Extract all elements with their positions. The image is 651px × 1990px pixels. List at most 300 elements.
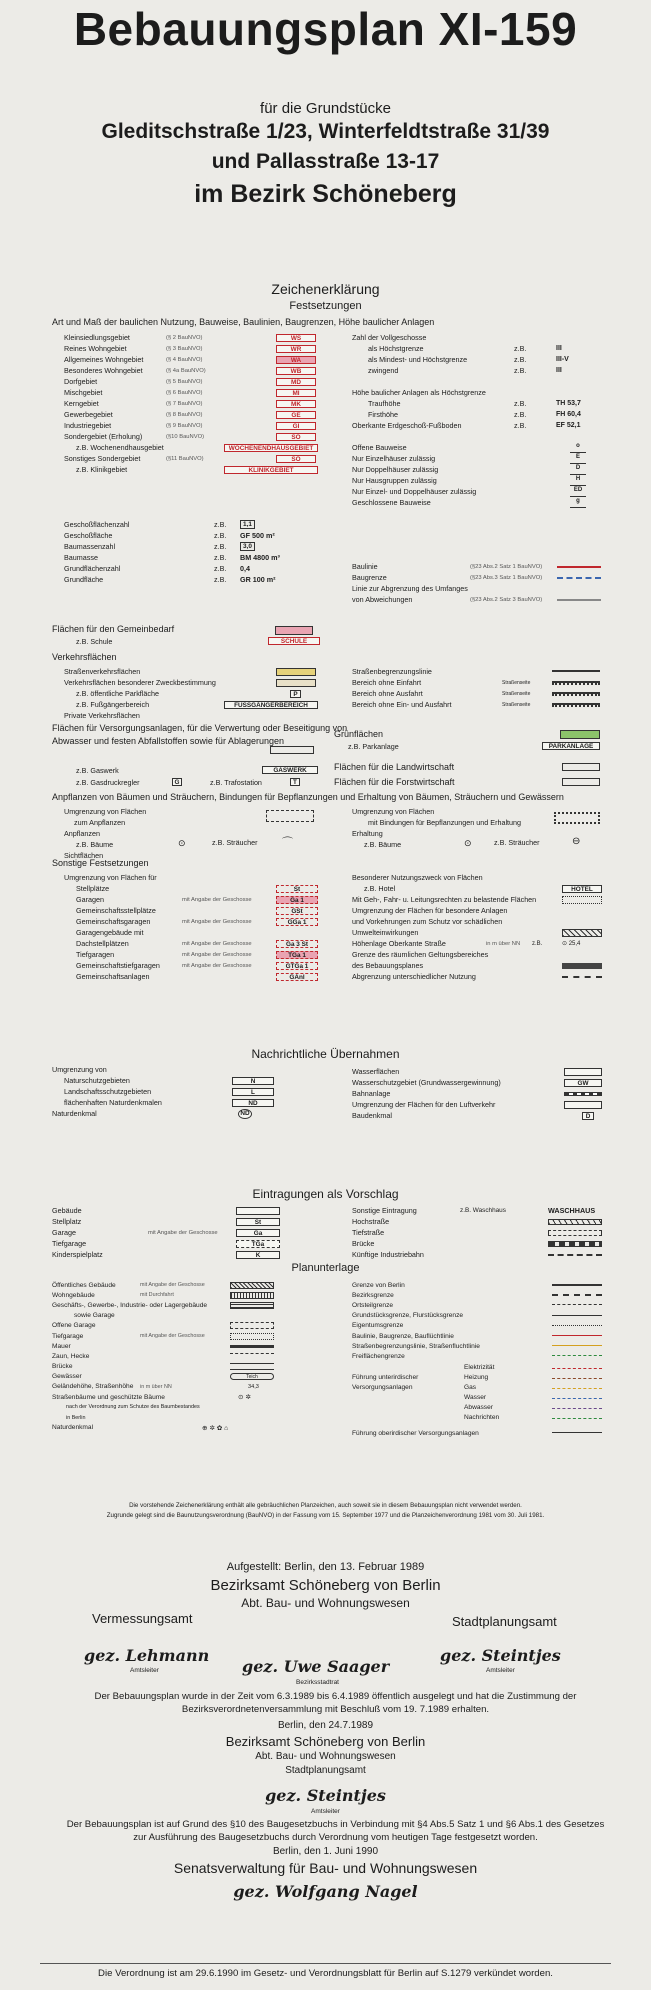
geschoss-symbol: III-V: [556, 356, 569, 363]
vorschlag-left-symbol: TGa: [236, 1240, 280, 1248]
landwirtschaft-label: Flächen für die Landwirtschaft: [334, 762, 455, 772]
dichte-value: BM 4800 m³: [240, 553, 280, 562]
geschoss-row: [352, 420, 602, 431]
nachricht-left-symbol: ND: [232, 1099, 274, 1107]
plan-left-label: Mauer: [52, 1342, 71, 1350]
sonstige-row: [64, 960, 324, 971]
verkehr-right-label: Bereich ohne Einfahrt: [352, 678, 422, 687]
plan-left-row: [52, 1392, 342, 1402]
nachricht-left: [52, 1064, 332, 1119]
vorschlag-left-row: [52, 1249, 332, 1260]
vorschlag-right-label: Brücke: [352, 1239, 375, 1248]
gaswerk-label: z.B. Gaswerk: [76, 766, 119, 775]
dichte-row: [64, 541, 324, 552]
geschoss-label: Nur Doppelhäuser zulässig: [352, 465, 439, 474]
abt-line: Abt. Bau- und Wohnungswesen: [241, 1596, 410, 1610]
role-4: Amtsleiter: [311, 1808, 340, 1815]
nachricht-right-label: Baudenkmal: [352, 1111, 392, 1120]
linie-row: [352, 594, 602, 605]
verkehr-row: [64, 677, 324, 688]
aufgestellt-line: Aufgestellt: Berlin, den 13. Februar 1989: [226, 1561, 425, 1573]
geschoss-label: Nur Einzel- und Doppelhäuser zulässig: [352, 487, 477, 496]
plan-right-label: Grundstücksgrenze, Flurstücksgrenze: [352, 1312, 464, 1320]
plan-left-symbol: [230, 1353, 274, 1360]
leitungen-block: [352, 1364, 602, 1424]
leitung-row: [352, 1384, 602, 1394]
parkanlage-label: z.B. Parkanlage: [348, 742, 399, 751]
sonstige-symbol: GAnl: [276, 973, 318, 981]
plan-right-row: [352, 1280, 602, 1290]
sonstige-right-row: [352, 949, 602, 960]
plan-left-symbol: [230, 1363, 274, 1370]
verkehr-label: Private Verkehrsflächen: [64, 711, 140, 720]
geschoss-row: [352, 365, 602, 376]
geschoss-label: Firsthöhe: [368, 410, 398, 419]
plan-left-label: Wohngebäude: [52, 1291, 95, 1299]
plan-left-label: Zaun, Hecke: [52, 1352, 90, 1360]
geschoss-zb: z.B.: [514, 344, 527, 353]
nachricht-right-row: [352, 1110, 602, 1121]
landwirtschaft-symbol: [562, 763, 600, 771]
anpflanzen-symbol: [266, 810, 314, 822]
geschoss-symbol: H: [570, 476, 586, 486]
sonstige-right-row: [352, 894, 602, 905]
sonstige-right-label: des Bebauungsplanes: [352, 961, 424, 970]
sonstige-label: Dachstellplätzen: [76, 939, 129, 948]
signature-steintjes-2: gez. Steintjes: [265, 1786, 386, 1805]
footnote-2: Zugrunde gelegt sind die Baunutzungsverordnung (BauNVO) in der Fassung vom 15. September 1977 und die Planzeichenverordnung 1981 vom 30. Juli 1981.: [106, 1512, 545, 1519]
parkanlage-symbol: PARKANLAGE: [542, 742, 600, 750]
dichte-label: Baumasse: [64, 553, 98, 562]
baugebiet-label: z.B. Klinikgebiet: [76, 465, 128, 474]
geschoss-zb: z.B.: [514, 410, 527, 419]
sonstige-right-label: Grenze des räumlichen Geltungsbereiches: [352, 950, 489, 959]
plan-right-row: [352, 1311, 602, 1321]
plan-right-label: Ortsteilgrenze: [352, 1301, 394, 1309]
linie-symbol: [557, 577, 601, 579]
sonstige-label: Tiefgaragen: [76, 950, 115, 959]
festsetzung-paragraph: Der Bebauungsplan ist auf Grund des §10 des Baugesetzbuchs in Verbindung mit §4 Abs.5 Satz 1 und §6 Abs.1 des Gesetzes zur Ausführung des Baugesetzbuchs durch Verordnung vom heutigen Tage festgesetzt worden.: [66, 1819, 605, 1843]
plan-right-row: [352, 1321, 602, 1331]
geschoss-zb: z.B.: [514, 355, 527, 364]
plan-right-label: Grenze von Berlin: [352, 1281, 405, 1289]
stadtplanungsamt-label: Stadtplanungsamt: [452, 1614, 557, 1629]
plan-right-label: Eigentumsgrenze: [352, 1322, 404, 1330]
geh-fahr-symbol: [562, 896, 602, 904]
sonstige-label: Garagengebäude mit: [76, 928, 144, 937]
verkehr-label: Straßenverkehrsflächen: [64, 667, 141, 676]
oberirdisch-row: [352, 1428, 602, 1439]
baugebiet-ref: (§11 BauNVO): [166, 455, 204, 462]
plan-left-symbol: [230, 1292, 274, 1299]
gruen-symbol: [560, 730, 600, 739]
planunterlage-left: [52, 1280, 342, 1433]
baugebiet-label: Dorfgebiet: [64, 377, 98, 386]
plan-right-line: [552, 1325, 602, 1326]
oberirdisch-label: Führung oberirdischer Versorgungsanlagen: [352, 1429, 479, 1437]
verkehr-right-list: [352, 666, 602, 710]
dichte-zb: z.B.: [214, 531, 227, 540]
leit-label-1: Führung unterirdischer: [352, 1373, 419, 1381]
trafo-label: z.B. Trafostation: [210, 778, 262, 787]
vorschlag-left-symbol: [236, 1207, 280, 1215]
baugebiet-symbol: KLINIKGEBIET: [224, 466, 318, 474]
vorschlag-left-symbol: Ga: [236, 1229, 280, 1237]
vorschlag-heading: Eintragungen als Vorschlag: [252, 1187, 399, 1201]
geschoss-symbol: D: [570, 465, 586, 475]
sonstige-right-label: Mit Geh-, Fahr- u. Leitungsrechten zu belastende Flächen: [352, 895, 537, 904]
anpfl-r4: z.B. Sträucher: [494, 838, 540, 847]
plan-left-label: nach der Verordnung zum Schutze des Baumbestandes: [66, 1404, 200, 1411]
nachricht-left-label: Landschaftsschutzgebieten: [64, 1087, 152, 1096]
dichte-zb: z.B.: [214, 520, 227, 529]
nachricht-right-row: [352, 1088, 602, 1099]
vorschlag-left-label: Tiefgarage: [52, 1239, 87, 1248]
nachricht-right-label: Wasserflächen: [352, 1067, 400, 1076]
sonstige-right-row: [352, 872, 602, 883]
sonstige-list: [64, 872, 324, 982]
vorschlag-right-symbol: [548, 1254, 602, 1256]
baugebiet-row: [64, 420, 324, 431]
plan-left-row: [52, 1311, 342, 1321]
sonstige-right-list: [352, 872, 602, 982]
gruen-heading: Grünflächen: [334, 729, 384, 739]
dichte-label: Geschoßfläche: [64, 531, 113, 540]
baugebiet-label: Allgemeines Wohngebiet: [64, 355, 144, 364]
sonstige-symbol: GTGa 1: [276, 962, 318, 970]
geschoss-row: [352, 497, 602, 508]
baugebiet-row: [64, 332, 324, 343]
linie-row: [352, 583, 602, 594]
plan-left-label: sowie Garage: [74, 1312, 115, 1320]
geschoss-label: Nur Hausgruppen zulässig: [352, 476, 437, 485]
vorschlag-left-row: [52, 1205, 332, 1216]
dichte-label: Grundflächenzahl: [64, 564, 121, 573]
sonstige-note: mit Angabe der Geschosse: [182, 962, 252, 969]
geschoss-row: [352, 354, 602, 365]
baugebiet-row: [64, 387, 324, 398]
plan-left-label: Öffentliches Gebäude: [52, 1281, 116, 1289]
nachricht-left-label: Umgrenzung von: [52, 1065, 107, 1074]
geschoss-symbol: III: [556, 345, 562, 352]
geschoss-label: Höhe baulicher Anlagen als Höchstgrenze: [352, 388, 486, 397]
baugebiet-row: [64, 343, 324, 354]
dichte-value: 3,0: [240, 542, 255, 551]
plan-left-row: [52, 1412, 342, 1422]
plan-left-row: [52, 1341, 342, 1351]
schule-symbol: SCHULE: [268, 637, 320, 645]
leitung-line: [552, 1418, 602, 1419]
subtitle-line-3: und Pallasstraße 13-17: [211, 150, 440, 173]
baugebiet-row: [64, 431, 324, 442]
dichte-row: [64, 563, 324, 574]
sonstige-row: [64, 883, 324, 894]
vorschlag-left-label: Garage: [52, 1228, 76, 1237]
baugebiet-ref: (§ 9 BauNVO): [166, 422, 203, 429]
nachricht-right-label: Bahnanlage: [352, 1089, 391, 1098]
plan-left-label: Naturdenkmal: [52, 1424, 94, 1432]
plan-left-row: [52, 1382, 342, 1392]
strassenseite-label: Straßenseite: [502, 679, 531, 686]
nachricht-left-symbol: ND: [238, 1109, 252, 1119]
gemeinbedarf-symbol: [275, 626, 313, 635]
naturdenkmal-icons: ⊕ ✲ ✿ ⌂: [202, 1424, 229, 1432]
baugebiet-label: Mischgebiet: [64, 388, 103, 397]
plan-left-label: Gewässer: [52, 1373, 82, 1381]
plan-left-label: Offene Garage: [52, 1322, 96, 1330]
subtitle-line-2: Gleditschstraße 1/23, Winterfeldtstraße 31/39: [101, 120, 550, 143]
geschoss-label: Zahl der Vollgeschosse: [352, 333, 427, 342]
verkehr-label: z.B. Fußgängerbereich: [76, 700, 150, 709]
verkehr-list: [64, 666, 324, 721]
vorschlag-left-label: Stellplatz: [52, 1217, 82, 1226]
vorschlag-right-label: Hochstraße: [352, 1217, 390, 1226]
plan-right-line: [552, 1355, 602, 1356]
bindung-symbol: [554, 812, 600, 824]
sonstige-symbol: GGa 1: [276, 918, 318, 926]
plan-left-label: in Berlin: [66, 1414, 86, 1421]
sonstige-label: Gemeinschaftstiefgaragen: [76, 961, 160, 970]
baugebiet-row: [64, 354, 324, 365]
plan-right-label: Freiflächengrenze: [352, 1352, 405, 1360]
linien-list: [352, 561, 602, 605]
plan-right-line: [552, 1335, 602, 1336]
plan-right-line: [552, 1304, 602, 1305]
baugebiet-symbol: MK: [276, 400, 316, 408]
plan-left-label: Geschäfts-, Gewerbe-, Industrie- oder Lagergebäude: [52, 1301, 208, 1309]
plan-note: mit Angabe der Geschosse: [140, 1282, 205, 1289]
nachricht-right-label: Umgrenzung der Flächen für den Luftverkehr: [352, 1100, 496, 1109]
plan-right-row: [352, 1351, 602, 1361]
nachricht-right-row: [352, 1099, 602, 1110]
sonstige-right-label: Umwelteinwirkungen: [352, 928, 419, 937]
nachricht-right-symbol: D: [582, 1112, 594, 1120]
sonstige-label: Gemeinschaftsgaragen: [76, 917, 151, 926]
sonstige-right-label: Umgrenzung der Flächen für besondere Anlagen: [352, 906, 508, 915]
footnote-1: Die vorstehende Zeichenerklärung enthält alle gebräuchlichen Planzeichen, auch soweit sie in diesem Bebauungsplan nicht verwendet werden.: [129, 1502, 522, 1509]
geschoss-row: [352, 376, 602, 387]
vorschlag-left-row: [52, 1227, 332, 1238]
linie-ref: (§23 Abs.2 Satz 3 BauNVO): [470, 596, 543, 603]
geschoss-row: [352, 431, 602, 442]
plan-right-row: [352, 1341, 602, 1351]
sonstige-row: [64, 905, 324, 916]
dichte-value: 1,1: [240, 520, 255, 529]
role-2: Bezirksstadtrat: [296, 1679, 339, 1686]
sonstige-symbol: TGa 1: [276, 951, 318, 959]
plan-right-label: Bezirksgrenze: [352, 1291, 394, 1299]
geschoss-label: Offene Bauweise: [352, 443, 407, 452]
sonstige-row: [64, 938, 324, 949]
dichte-value: 0,4: [240, 564, 250, 573]
forstwirtschaft-label: Flächen für die Forstwirtschaft: [334, 777, 455, 787]
sonstige-note: mit Angabe der Geschosse: [182, 951, 252, 958]
versorgung-heading: Flächen für Versorgungsanlagen, für die Verwertung oder Beseitigung von Abwasser und festen Abfallstoffen sowie für Ablagerungen: [52, 723, 348, 746]
leitung-label: Heizung: [464, 1373, 489, 1381]
trafo-symbol: T: [290, 778, 300, 786]
linie-label: von Abweichungen: [352, 595, 413, 604]
verkehr-right-label: Straßenbegrenzungslinie: [352, 667, 432, 676]
vorschlag-left-symbol: K: [236, 1251, 280, 1259]
vorschlag-right-label: Tiefstraße: [352, 1228, 385, 1237]
plan-left-row: [52, 1351, 342, 1361]
vorschlag-zb: z.B. Waschhaus: [460, 1207, 506, 1214]
leitung-label: Elektrizität: [464, 1363, 495, 1371]
vorschlag-right-label: Künftige Industriebahn: [352, 1250, 424, 1259]
bezirksamt-line-2: Bezirksamt Schöneberg von Berlin: [225, 1734, 426, 1749]
anpflanzen-heading: Anpflanzen von Bäumen und Sträuchern, Bindungen für Bepflanzungen und Erhaltung von Bäumen, Sträuchern und Gewässern: [52, 792, 564, 802]
baugebiet-row: [64, 453, 324, 464]
geschoss-row: [352, 332, 602, 343]
leitung-row: [352, 1364, 602, 1374]
sonstige-row: [64, 916, 324, 927]
plan-left-row: [52, 1321, 342, 1331]
anpfl-r1: mit Bindungen für Bepflanzungen und Erhaltung: [368, 818, 522, 827]
plan-title: Bebauungsplan XI-159: [73, 3, 578, 55]
nachricht-left-row: [52, 1097, 332, 1108]
plan-left-label: Brücke: [52, 1363, 73, 1371]
baugebiet-symbol: MD: [276, 378, 316, 386]
plan-left-row: [52, 1280, 342, 1290]
verkehr-right-row: [352, 677, 602, 688]
footer-rule: [40, 1963, 611, 1964]
plan-left-symbol: [230, 1282, 274, 1289]
signature-steintjes-1: gez. Steintjes: [440, 1646, 561, 1665]
baugebiet-label: Sondergebiet (Erholung): [64, 432, 143, 441]
sonstige-label: Umgrenzung von Flächen für: [64, 873, 157, 882]
gasdruck-label: z.B. Gasdruckregler: [76, 778, 140, 787]
stadtplanungsamt-2: Stadtplanungsamt: [285, 1765, 366, 1776]
sonstige-label: Gemeinschaftsanlagen: [76, 972, 150, 981]
sonstige-note: mit Angabe der Geschosse: [182, 940, 252, 947]
anpfl-l1: zum Anpflanzen: [74, 818, 126, 827]
dichte-row: [64, 530, 324, 541]
hoehe-symbol: ⊙ 25,4: [562, 941, 581, 947]
subtitle-line-1: für die Grundstücke: [260, 100, 391, 117]
verkehr-line-symbol: [552, 681, 600, 685]
nachricht-left-label: Naturdenkmal: [52, 1109, 97, 1118]
linie-row: [352, 572, 602, 583]
baugebiet-symbol: WB: [276, 367, 316, 375]
baugebiet-symbol: WR: [276, 345, 316, 353]
geschoss-zb: z.B.: [514, 366, 527, 375]
nachricht-left-row: [52, 1086, 332, 1097]
vorschlag-right-symbol: [548, 1219, 602, 1225]
verkehr-heading: Verkehrsflächen: [52, 652, 117, 662]
vorschlag-right-row: [352, 1216, 602, 1227]
baugebiet-label: Gewerbegebiet: [64, 410, 113, 419]
verkehr-label: z.B. öffentliche Parkfläche: [76, 689, 159, 698]
leit-label-2: Versorgungsanlagen: [352, 1383, 413, 1391]
vorschlag-right-label: Sonstige Eintragung: [352, 1206, 417, 1215]
baugebiet-ref: (§ 3 BauNVO): [166, 345, 203, 352]
baugebiet-symbol: WA: [276, 356, 316, 364]
baugebiet-label: z.B. Wochenendhausgebiet: [76, 443, 164, 452]
plan-left-row: [52, 1402, 342, 1412]
sonstige-right-row: [352, 938, 602, 949]
verkehr-symbol: FUSSGÄNGERBEREICH: [224, 701, 318, 709]
plan-left-row: [52, 1290, 342, 1300]
baugebiet-ref: (§ 4 BauNVO): [166, 356, 203, 363]
sonstige-symbol: Ga 3 St: [276, 940, 318, 948]
baugebiet-symbol: WOCHENENDHAUSGEBIET: [224, 444, 318, 452]
leitung-row: [352, 1394, 602, 1404]
nachricht-right-symbol: [564, 1068, 602, 1076]
role-3: Amtsleiter: [486, 1667, 515, 1674]
verkehr-right-row: [352, 666, 602, 677]
verkehr-label: Verkehrsflächen besonderer Zweckbestimmung: [64, 678, 216, 687]
plan-right-row: [352, 1290, 602, 1300]
plan-note: mit Angabe der Geschosse: [140, 1333, 205, 1340]
baugebiet-ref: (§ 7 BauNVO): [166, 400, 203, 407]
baugebiet-label: Kerngebiet: [64, 399, 99, 408]
vorschlag-right-row: [352, 1227, 602, 1238]
baugebiet-label: Sonstiges Sondergebiet: [64, 454, 141, 463]
plan-left-symbol: [230, 1302, 274, 1309]
nachricht-left-symbol: N: [232, 1077, 274, 1085]
baugebiet-ref: (§ 6 BauNVO): [166, 389, 203, 396]
geschoss-label: zwingend: [368, 366, 399, 375]
oberirdisch-line: [552, 1432, 602, 1433]
verkehr-row: [64, 699, 324, 710]
geschoss-symbol: g: [570, 498, 586, 508]
plan-note: in m über NN: [140, 1383, 172, 1390]
geschoss-row: [352, 343, 602, 354]
geschoss-row: [352, 464, 602, 475]
sonstige-symbol: GSt: [276, 907, 318, 915]
sonstige-right-label: z.B. Hotel: [364, 884, 396, 893]
plan-left-row: [52, 1423, 342, 1433]
anpfl-r2: Erhaltung: [352, 829, 383, 838]
geltungsbereich-symbol: [562, 963, 602, 969]
baugebiet-ref: (§ 2 BauNVO): [166, 334, 203, 341]
plan-left-label: Straßenbäume und geschützte Bäume: [52, 1393, 165, 1401]
plan-note: mit Durchfahrt: [140, 1292, 174, 1299]
sonstige-symbol: St: [276, 885, 318, 893]
sonstige-symbol: Ga 1: [276, 896, 318, 904]
sonstige-note: mit Angabe der Geschosse: [182, 918, 252, 925]
leitung-row: [352, 1404, 602, 1414]
auslegung-paragraph: Der Bebauungsplan wurde in der Zeit vom 6.3.1989 bis 6.4.1989 öffentlich ausgelegt und hat die Zustimmung der Bezirksverordnetenversammlung mit Beschluß vom 19. 7.1989 erhalten.: [94, 1691, 577, 1715]
dichte-value: GR 100 m²: [240, 575, 276, 584]
vorschlag-left-label: Gebäude: [52, 1206, 82, 1215]
subtitle-line-4: im Bezirk Schöneberg: [194, 180, 457, 208]
hotel-symbol: HOTEL: [562, 885, 602, 893]
dichte-zb: z.B.: [214, 575, 227, 584]
baugebiet-row: [64, 464, 324, 475]
geschoss-label: Geschlossene Bauweise: [352, 498, 431, 507]
geschosse-list: [352, 332, 602, 508]
dichte-row: [64, 574, 324, 585]
plan-left-symbol: [230, 1322, 274, 1329]
geschoss-row: [352, 442, 602, 453]
baugebiet-symbol: GI: [276, 422, 316, 430]
baugebiet-ref: (§ 4a BauNVO): [166, 367, 206, 374]
legend-title: Zeichenerklärung: [271, 281, 380, 297]
nachricht-left-label: flächenhaften Naturdenkmalen: [64, 1098, 162, 1107]
anpfl-l2: Anpflanzen: [64, 829, 100, 838]
leitung-label: Nachrichten: [464, 1413, 500, 1421]
plan-right-row: [352, 1300, 602, 1310]
linie-symbol: [557, 599, 601, 601]
gemeinbedarf-heading: Flächen für den Gemeinbedarf: [52, 624, 175, 634]
vorschlag-left: [52, 1205, 332, 1260]
baugebiet-label: Industriegebiet: [64, 421, 112, 430]
forstwirtschaft-symbol: [562, 778, 600, 786]
anpflanzen-strauch-icon: ⌒: [282, 837, 293, 849]
linie-row: [352, 561, 602, 572]
linie-ref: (§23 Abs.3 Satz 1 BauNVO): [470, 574, 543, 581]
